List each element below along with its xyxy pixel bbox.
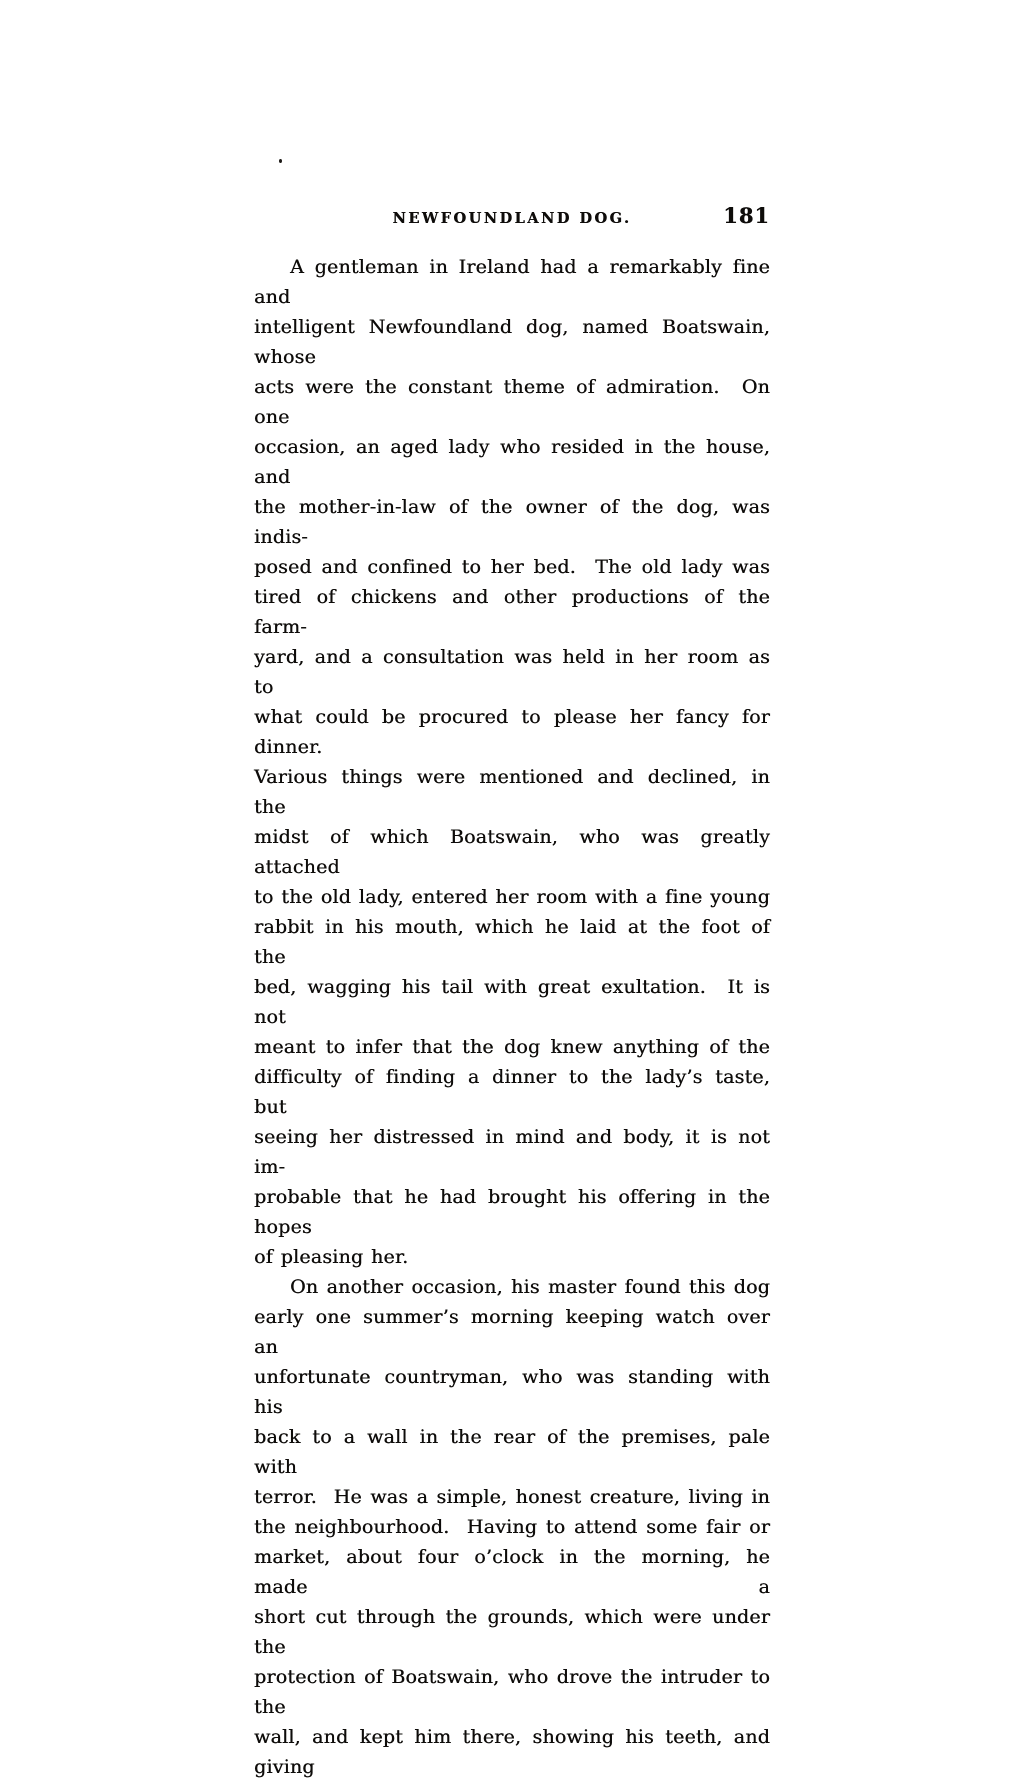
page-body (254, 252, 770, 1782)
text-line: intelligent Newfoundland dog, named Boatswain, whose (254, 316, 770, 368)
text-line: early one summer’s morning keeping watch over an (254, 1306, 770, 1358)
text-line: meant to infer that the dog knew anything of the (254, 1036, 770, 1058)
text-line: posed and confined to her bed. The old lady was (254, 556, 770, 578)
text-line: wall, and kept him there, showing his teeth, and giving (254, 1726, 770, 1778)
text-line: the neighbourhood. Having to attend some fair or (254, 1516, 770, 1538)
page-number: 181 (723, 203, 770, 228)
text-line: probable that he had brought his offering in the hopes (254, 1186, 770, 1238)
text-line: yard, and a consultation was held in her room as to (254, 646, 770, 698)
ink-speck (279, 159, 282, 163)
text-line: of pleasing her. (254, 1246, 409, 1268)
text-line: A gentleman in Ireland had a remarkably fine and (254, 256, 770, 308)
text-line: rabbit in his mouth, which he laid at the foot of the (254, 916, 770, 968)
text-line: On another occasion, his master found this dog (290, 1276, 770, 1298)
text-line: back to a wall in the rear of the premises, pale with (254, 1426, 770, 1478)
text-line: the mother-in-law of the owner of the dog, was indis- (254, 496, 770, 548)
text-line: to the old lady, entered her room with a fine young (254, 886, 770, 908)
running-title: NEWFOUNDLAND DOG. (392, 210, 632, 227)
text-line: terror. He was a simple, honest creature, living in (254, 1486, 770, 1508)
text-line: market, about four o’clock in the morning, he made a (254, 1546, 770, 1598)
text-line: midst of which Boatswain, who was greatly attached (254, 826, 770, 878)
text-line: occasion, an aged lady who resided in the house, and (254, 436, 770, 488)
text-line: Various things were mentioned and declined, in the (254, 766, 770, 818)
text-line: tired of chickens and other productions of the farm- (254, 586, 770, 638)
text-line: difficulty of finding a dinner to the lady’s taste, but (254, 1066, 770, 1118)
text-line: short cut through the grounds, which were under the (254, 1606, 770, 1658)
text-line: protection of Boatswain, who drove the intruder to the (254, 1666, 770, 1718)
page-header (254, 203, 770, 238)
text-line: acts were the constant theme of admiration. On one (254, 376, 770, 428)
text-line: unfortunate countryman, who was standing with his (254, 1366, 770, 1418)
text-line: seeing her distressed in mind and body, it is not im- (254, 1126, 770, 1178)
text-line: what could be procured to please her fancy for dinner. (254, 706, 770, 758)
text-line: bed, wagging his tail with great exultation. It is not (254, 976, 770, 1028)
